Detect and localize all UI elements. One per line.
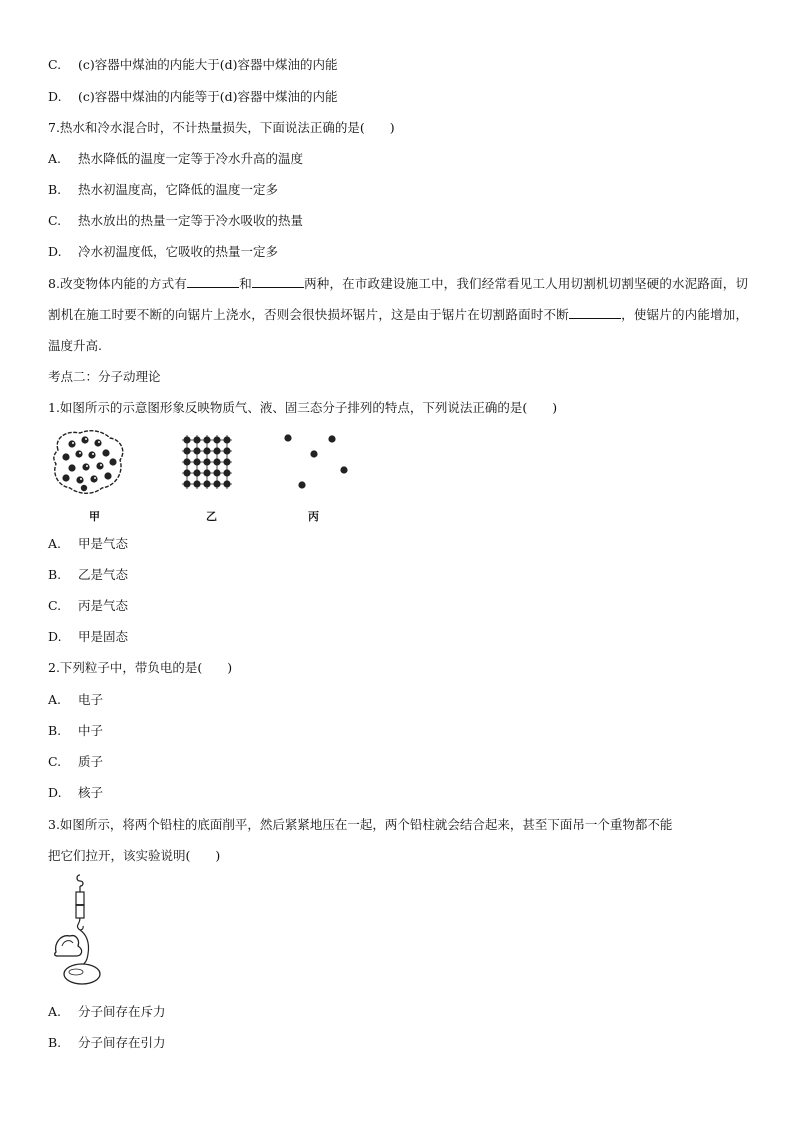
q7-option-a — [48, 151, 303, 167]
option-text: 热水降低的温度一定等于冷水升高的温度 — [78, 151, 304, 166]
s2-q2-option-a — [48, 692, 103, 708]
q7-stem: 7.热水和冷水混合时，不计热量损失，下面说法正确的是( ) — [48, 120, 395, 135]
figure-caption-yi: 乙 — [206, 510, 217, 523]
option-text: 冷水初温度低，它吸收的热量一定多 — [78, 244, 279, 259]
lead-cylinders-figure — [48, 872, 108, 992]
option-label: D. — [48, 785, 62, 800]
option-text: 电子 — [78, 692, 104, 707]
s2-q3-option-b — [48, 1035, 166, 1051]
option-label: C. — [48, 598, 62, 613]
q8-paragraph — [48, 268, 748, 361]
option-text: 质子 — [78, 754, 104, 769]
s2-q1-option-b — [48, 567, 128, 583]
weight-body — [55, 936, 82, 956]
option-text: 丙是气态 — [78, 598, 129, 613]
figure-caption-jia: 甲 — [89, 510, 100, 523]
q7-option-b — [48, 182, 278, 198]
option-text: 热水初温度高，它降低的温度一定多 — [78, 182, 279, 197]
q6-option-c — [48, 57, 338, 73]
option-label: C. — [48, 213, 62, 228]
answer-blank[interactable] — [569, 306, 621, 319]
s2-q2-option-d — [48, 785, 103, 801]
option-label: A. — [48, 1004, 62, 1019]
option-text: 甲是气态 — [78, 536, 129, 551]
states-of-matter-figure — [52, 428, 352, 498]
q7-option-c — [48, 213, 303, 229]
option-label: D. — [48, 89, 62, 104]
s2-q2-stem: 2.下列粒子中，带负电的是( ) — [48, 660, 233, 675]
s2-q1-stem: 1.如图所示的示意图形象反映物质气、液、固三态分子排列的特点，下列说法正确的是( ) — [48, 400, 558, 415]
lattice-bonds — [182, 435, 232, 489]
s2-q1-option-a — [48, 536, 128, 552]
q6-option-d — [48, 89, 338, 105]
q8-text-2: 和 — [239, 276, 252, 291]
option-text: 核子 — [78, 785, 104, 800]
answer-blank[interactable] — [252, 275, 304, 288]
s2-q2-option-c — [48, 754, 103, 770]
lower-lead-cylinder — [76, 905, 84, 918]
upper-lead-cylinder — [76, 892, 84, 905]
section-title: 考点二：分子动理论 — [48, 369, 161, 384]
s2-q1-option-d — [48, 629, 128, 645]
sparse-molecules — [284, 434, 347, 488]
option-label: B. — [48, 1035, 62, 1050]
option-text: (c)容器中煤油的内能大于(d)容器中煤油的内能 — [78, 57, 338, 72]
blob-molecules — [62, 436, 116, 491]
option-label: D. — [48, 244, 62, 259]
option-text: (c)容器中煤油的内能等于(d)容器中煤油的内能 — [78, 89, 338, 104]
option-label: C. — [48, 754, 62, 769]
option-label: C. — [48, 57, 62, 72]
answer-blank[interactable] — [187, 275, 239, 288]
option-text: 甲是固态 — [78, 629, 129, 644]
option-label: B. — [48, 567, 62, 582]
s2-q2-option-b — [48, 723, 103, 739]
s2-q3-option-a — [48, 1004, 166, 1020]
option-text: 中子 — [78, 723, 104, 738]
option-label: A. — [48, 536, 62, 551]
option-label: A. — [48, 692, 62, 707]
q8-text-4: ，使锯片的内能增加，温度升高. — [48, 307, 748, 353]
option-label: D. — [48, 629, 62, 644]
option-text: 分子间存在斥力 — [78, 1004, 166, 1019]
option-label: A. — [48, 151, 62, 166]
option-text: 乙是气态 — [78, 567, 129, 582]
s2-q3-stem-line2: 把它们拉开，该实验说明( ) — [48, 848, 221, 863]
q8-text-3: 两种，在市政建设施工中，我们经常看见工人用切割机切割坚硬的水泥路面，切割机在施工时要不断的向锯片上浇水，否则会很快损坏锯片，这是由于锯片在切割路面时不断 — [48, 276, 748, 322]
q7-option-d — [48, 244, 278, 260]
option-text: 分子间存在引力 — [78, 1035, 166, 1050]
option-label: B. — [48, 182, 62, 197]
option-text: 热水放出的热量一定等于冷水吸收的热量 — [78, 213, 304, 228]
option-label: B. — [48, 723, 62, 738]
s2-q1-option-c — [48, 598, 128, 614]
q8-text-1: 8.改变物体内能的方式有 — [48, 276, 187, 291]
figure-caption-bing: 丙 — [308, 510, 319, 523]
s2-q3-stem-line1: 3.如图所示，将两个铅柱的底面削平，然后紧紧地压在一起，两个铅柱就会结合起来，甚至下面吊一个重物都不能 — [48, 817, 673, 832]
hook-icon — [77, 875, 83, 886]
